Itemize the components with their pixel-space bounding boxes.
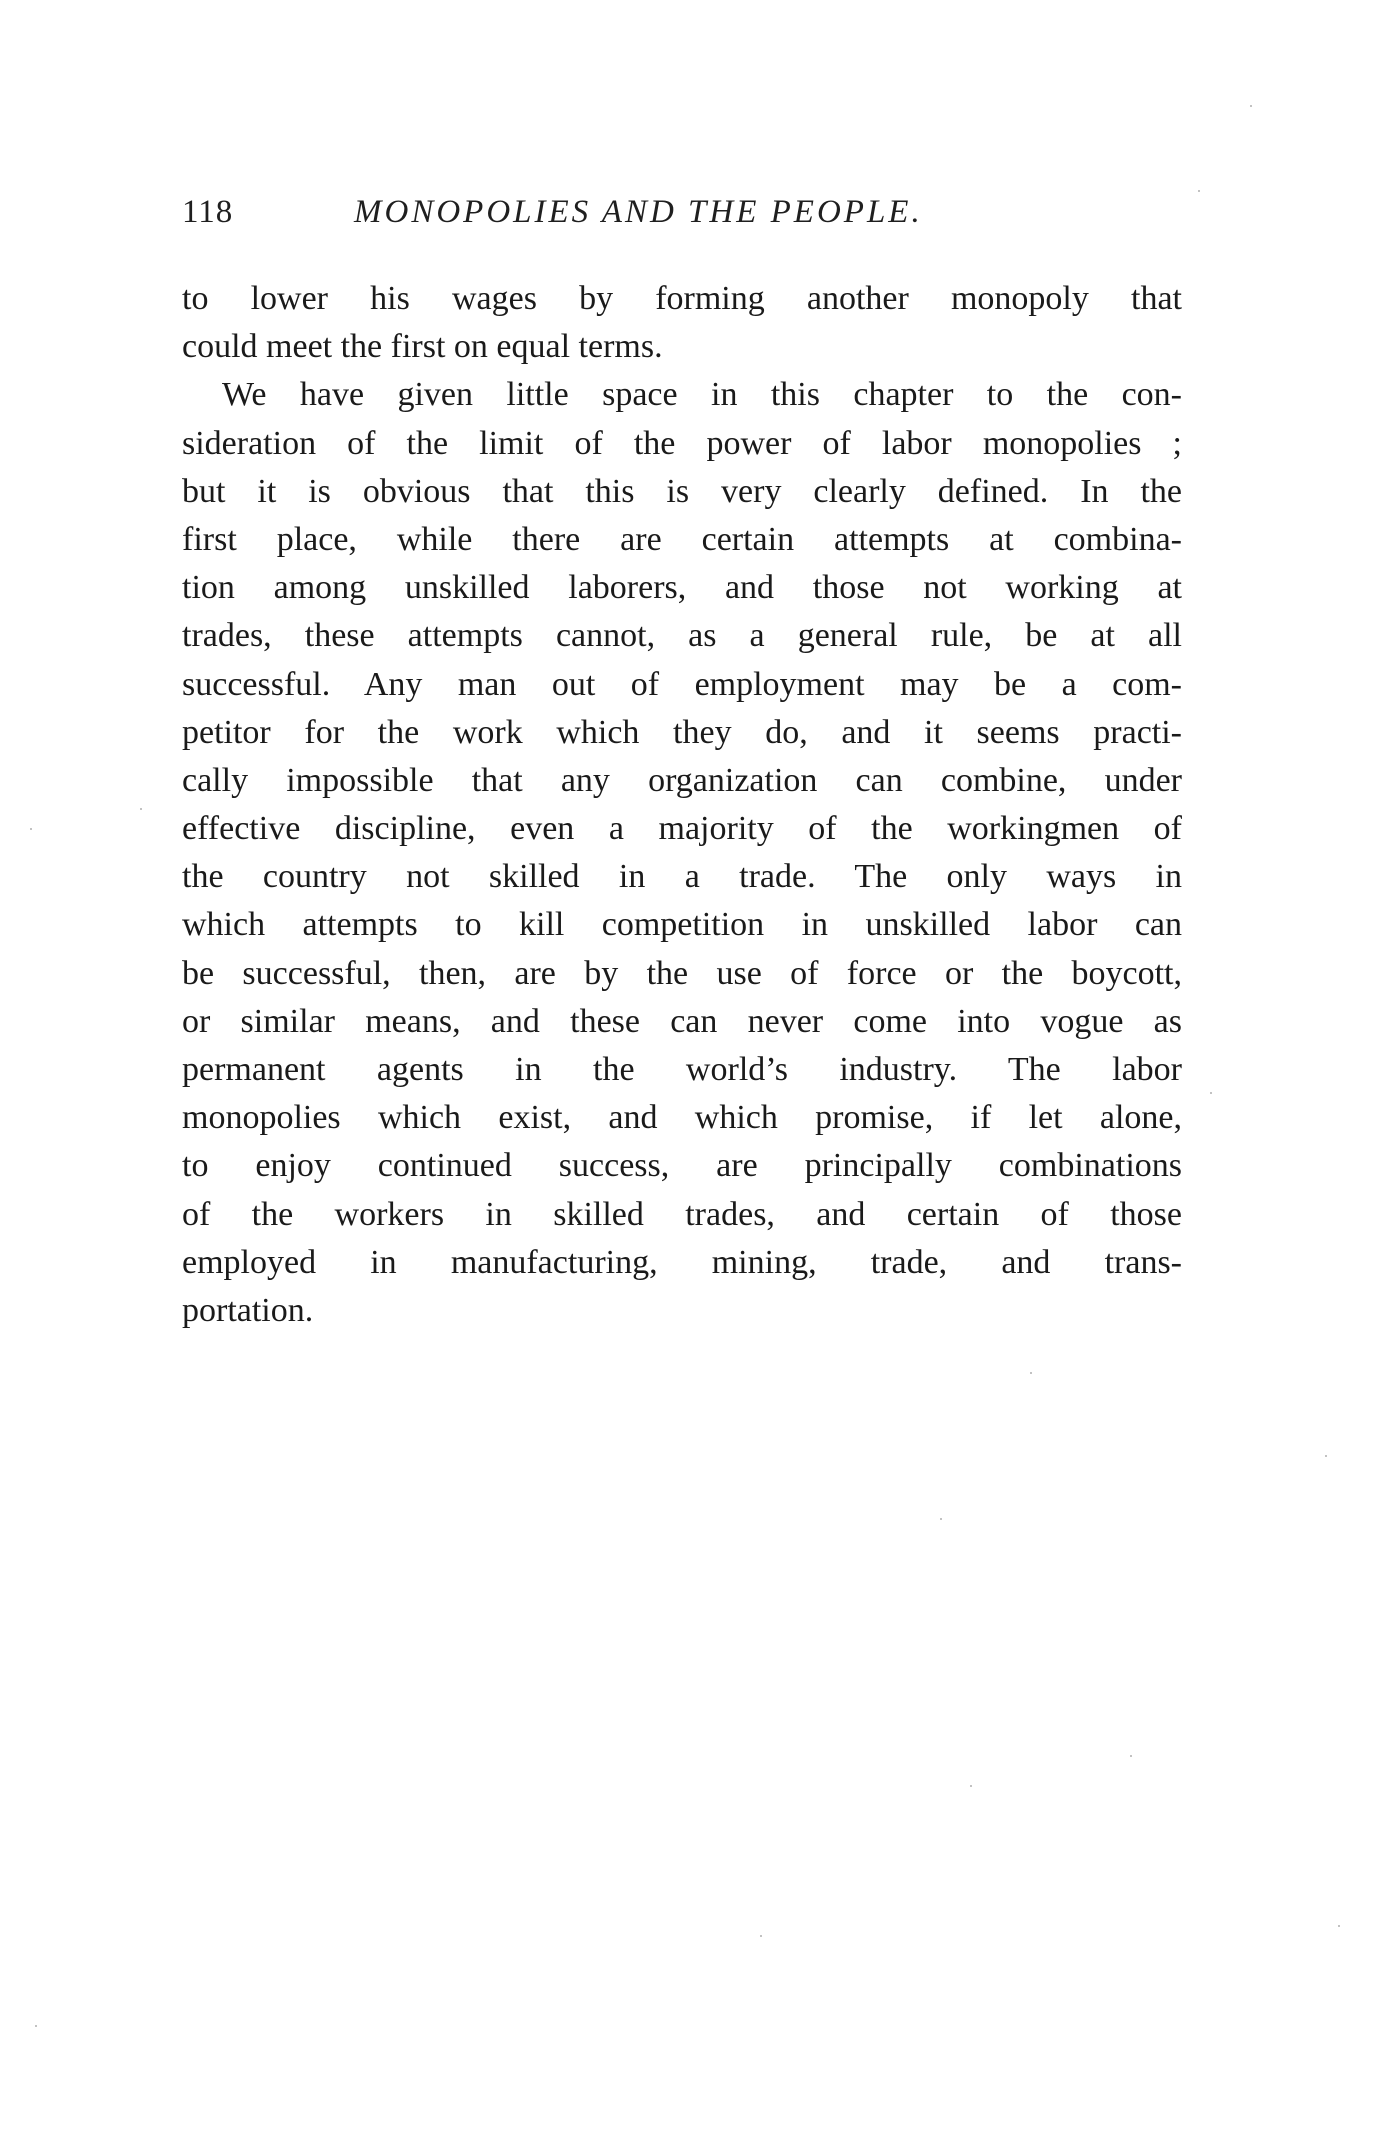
paper-speck xyxy=(1338,1925,1340,1927)
text-line: monopolies which exist, and which promise, if let alone, xyxy=(182,1099,1182,1137)
body-text xyxy=(182,275,1182,1335)
paper-speck xyxy=(1130,1755,1132,1757)
running-head xyxy=(182,188,1182,236)
text-line: sideration of the limit of the power of labor monopolies ; xyxy=(182,424,1182,462)
text-line: trades, these attempts cannot, as a general rule, be at all xyxy=(182,617,1182,655)
text-line: portation. xyxy=(182,1291,314,1329)
book-title: MONOPOLIES AND THE PEOPLE. xyxy=(354,194,923,230)
paper-speck xyxy=(1198,190,1200,192)
paper-speck xyxy=(140,808,142,810)
paper-speck xyxy=(1030,1372,1032,1374)
text-line: petitor for the work which they do, and it seems practi- xyxy=(182,713,1182,751)
page-number: 118 xyxy=(182,194,234,230)
text-line: tion among unskilled laborers, and those not working at xyxy=(182,569,1182,607)
text-line: employed in manufacturing, mining, trade, and trans- xyxy=(182,1243,1182,1281)
paragraph-first-line: We have given little space in this chapter to the con- xyxy=(222,376,1182,414)
paper-speck xyxy=(30,828,32,830)
text-line: permanent agents in the world’s industry. The labor xyxy=(182,1051,1182,1088)
paper-speck xyxy=(35,2025,37,2027)
text-line: but it is obvious that this is very clearly defined. In the xyxy=(182,472,1182,510)
text-line: could meet the first on equal terms. xyxy=(182,328,663,366)
text-line: successful. Any man out of employment may be a com- xyxy=(182,665,1182,703)
paper-speck xyxy=(1325,1455,1327,1457)
text-line: effective discipline, even a majority of the workingmen of xyxy=(182,810,1182,848)
text-line: the country not skilled in a trade. The only ways in xyxy=(182,858,1182,896)
text-line: to enjoy continued success, are principally combinations xyxy=(182,1147,1182,1185)
paper-speck xyxy=(970,1785,972,1787)
text-line: cally impossible that any organization can combine, under xyxy=(182,761,1182,799)
paper-speck xyxy=(760,1935,762,1937)
text-line: to lower his wages by forming another monopoly that xyxy=(182,280,1182,317)
paper-speck xyxy=(1210,1092,1212,1094)
text-line: or similar means, and these can never come into vogue as xyxy=(182,1002,1182,1040)
text-line: be successful, then, are by the use of force or the boycott, xyxy=(182,954,1182,992)
paper-speck xyxy=(1250,105,1252,107)
text-line: of the workers in skilled trades, and certain of those xyxy=(182,1195,1182,1233)
text-line: which attempts to kill competition in unskilled labor can xyxy=(182,906,1182,944)
text-line: first place, while there are certain attempts at combina- xyxy=(182,520,1182,558)
paper-speck xyxy=(940,1518,942,1520)
